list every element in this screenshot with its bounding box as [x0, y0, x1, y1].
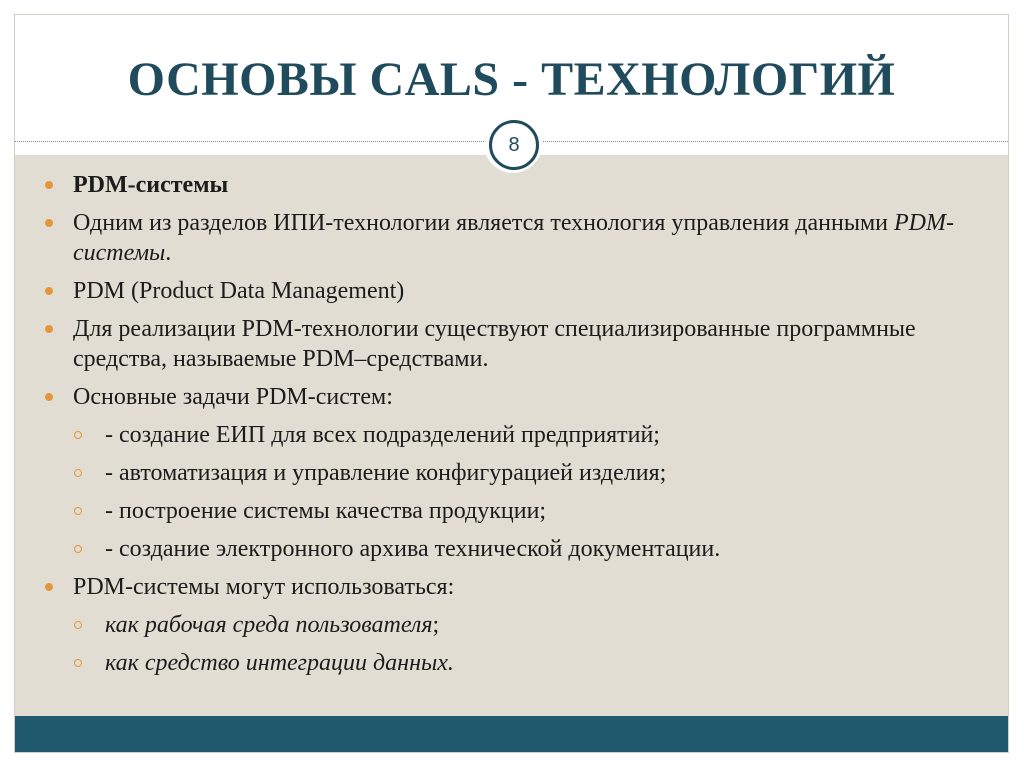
usage-text: как средство интеграции данных. — [105, 650, 454, 676]
usage-text: как рабочая среда пользователя — [105, 612, 433, 638]
list-item — [41, 208, 991, 268]
slide — [15, 15, 1008, 752]
usage-text-end: ; — [432, 612, 440, 638]
list-item — [41, 572, 991, 602]
bullet-ring-icon — [74, 621, 82, 629]
bullet-dot-icon — [45, 219, 53, 227]
bullet-dot-icon — [45, 583, 53, 591]
sub-list-item — [41, 534, 991, 564]
sub-list-item — [41, 420, 991, 450]
bullet-list — [41, 170, 991, 686]
task-text: - автоматизация и управление конфигурацией изделия; — [105, 460, 667, 486]
sub-list-item — [41, 458, 991, 488]
list-item — [41, 170, 991, 200]
task-text: - создание ЕИП для всех подразделений предприятий; — [105, 422, 660, 448]
list-item — [41, 276, 991, 306]
sub-list-item — [41, 496, 991, 526]
bullet-text-italic: PDM-системы — [73, 210, 954, 266]
bullet-dot-icon — [45, 393, 53, 401]
bullet-ring-icon — [74, 431, 82, 439]
sub-list-item — [41, 648, 991, 678]
page-number-badge: 8 — [489, 120, 539, 170]
bullet-text: Одним из разделов ИПИ-технологии является технология управления данными — [73, 210, 894, 236]
bullet-dot-icon — [45, 181, 53, 189]
slide-title: ОСНОВЫ CALS - ТЕХНОЛОГИЙ — [127, 53, 896, 106]
bullet-ring-icon — [74, 545, 82, 553]
sub-list-item — [41, 610, 991, 640]
bullet-text: Для реализации PDM-технологии существуют специализированные программные средства, называемые PDM–средствами. — [73, 316, 916, 372]
list-item — [41, 314, 991, 374]
bullet-text-end: . — [165, 240, 172, 266]
bullet-text: PDM-системы — [73, 172, 229, 198]
bullet-ring-icon — [74, 469, 82, 477]
task-text: - построение системы качества продукции; — [105, 498, 547, 524]
bullet-ring-icon — [74, 507, 82, 515]
task-text: - создание электронного архива технической документации. — [105, 536, 721, 562]
bullet-dot-icon — [45, 325, 53, 333]
bullet-text: PDM-системы могут использоваться: — [73, 574, 455, 600]
bullet-dot-icon — [45, 287, 53, 295]
bullet-ring-icon — [74, 659, 82, 667]
footer-bar — [15, 716, 1008, 752]
list-item — [41, 382, 991, 412]
bullet-text: PDM (Product Data Management) — [73, 278, 405, 304]
bullet-text: Основные задачи PDM-систем: — [73, 384, 393, 410]
